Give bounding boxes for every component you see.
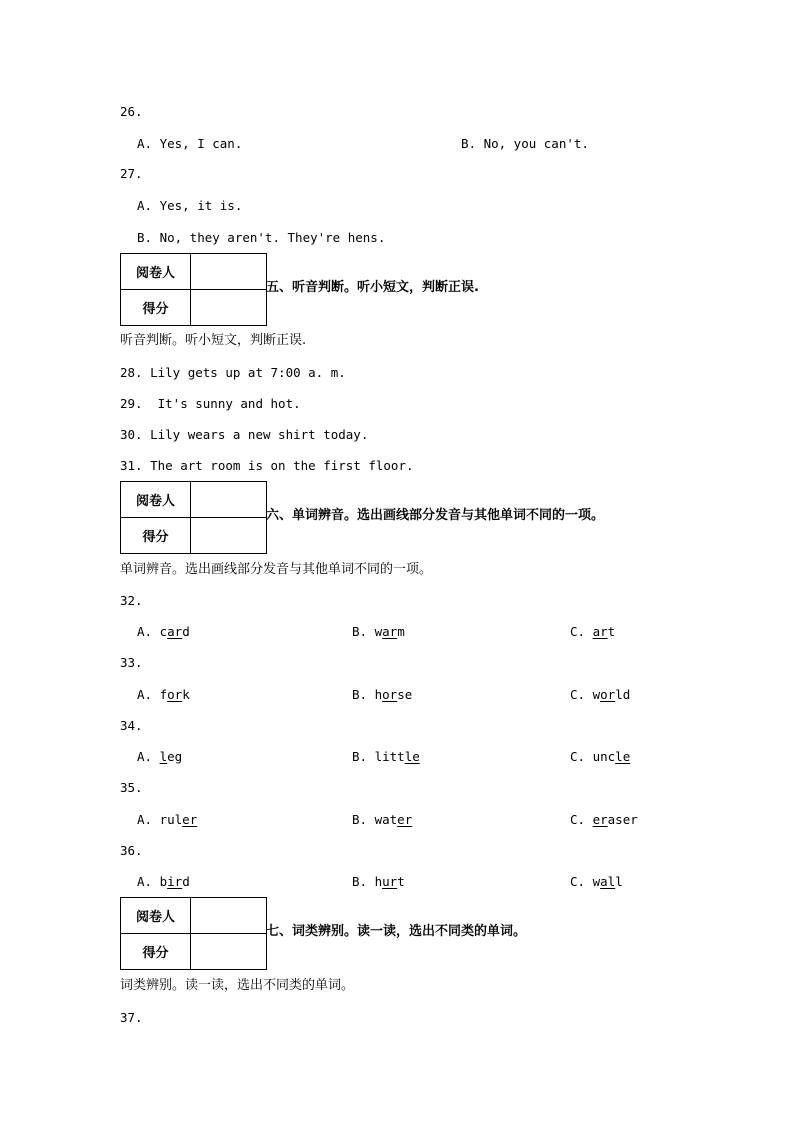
question-number: 32. bbox=[120, 593, 143, 608]
section-instruction: 单词辨音。选出画线部分发音与其他单词不同的一项。 bbox=[120, 562, 433, 577]
reviewer-cell bbox=[191, 254, 267, 290]
option-b: B. horse bbox=[352, 687, 413, 702]
score-table bbox=[120, 253, 267, 326]
option-c: C. uncle bbox=[570, 749, 631, 764]
option-b: B. No, you can't. bbox=[461, 136, 589, 151]
option-a: A. Yes, it is. bbox=[137, 198, 243, 213]
option-b: B. warm bbox=[352, 624, 405, 639]
score-label: 得分 bbox=[121, 518, 191, 554]
score-cell bbox=[191, 518, 267, 554]
option-c: C. eraser bbox=[570, 812, 638, 827]
reviewer-label: 阅卷人 bbox=[121, 482, 191, 518]
question-number: 27. bbox=[120, 166, 143, 181]
statement: 30. Lily wears a new shirt today. bbox=[120, 427, 369, 442]
score-table bbox=[120, 481, 267, 554]
option-b: B. No, they aren't. They're hens. bbox=[137, 230, 386, 245]
question-number: 34. bbox=[120, 718, 143, 733]
option-a: A. Yes, I can. bbox=[137, 136, 243, 151]
reviewer-label: 阅卷人 bbox=[121, 898, 191, 934]
option-a: A. ruler bbox=[137, 812, 198, 827]
statement: 29. It's sunny and hot. bbox=[120, 396, 301, 411]
question-number: 35. bbox=[120, 780, 143, 795]
reviewer-cell bbox=[191, 482, 267, 518]
option-a: A. leg bbox=[137, 749, 183, 764]
statement: 31. The art room is on the first floor. bbox=[120, 458, 414, 473]
score-label: 得分 bbox=[121, 290, 191, 326]
question-number: 37. bbox=[120, 1010, 143, 1025]
reviewer-label: 阅卷人 bbox=[121, 254, 191, 290]
score-cell bbox=[191, 934, 267, 970]
option-a: A. card bbox=[137, 624, 190, 639]
score-table bbox=[120, 897, 267, 970]
option-b: B. little bbox=[352, 749, 420, 764]
option-b: B. hurt bbox=[352, 874, 405, 889]
option-c: C. art bbox=[570, 624, 616, 639]
section-heading: 六、单词辨音。选出画线部分发音与其他单词不同的一项。 bbox=[266, 508, 605, 523]
section-instruction: 听音判断。听小短文，判断正误. bbox=[120, 333, 307, 348]
score-label: 得分 bbox=[121, 934, 191, 970]
reviewer-cell bbox=[191, 898, 267, 934]
question-number: 26. bbox=[120, 104, 143, 119]
question-number: 36. bbox=[120, 843, 143, 858]
question-number: 33. bbox=[120, 655, 143, 670]
score-cell bbox=[191, 290, 267, 326]
option-c: C. world bbox=[570, 687, 631, 702]
option-a: A. bird bbox=[137, 874, 190, 889]
section-heading: 五、听音判断。听小短文，判断正误. bbox=[266, 280, 479, 295]
option-b: B. water bbox=[352, 812, 413, 827]
section-heading: 七、词类辨别。读一读，选出不同类的单词。 bbox=[266, 924, 527, 939]
statement: 28. Lily gets up at 7:00 a. m. bbox=[120, 365, 346, 380]
option-a: A. fork bbox=[137, 687, 190, 702]
section-instruction: 词类辨别。读一读，选出不同类的单词。 bbox=[120, 978, 355, 993]
option-c: C. wall bbox=[570, 874, 623, 889]
